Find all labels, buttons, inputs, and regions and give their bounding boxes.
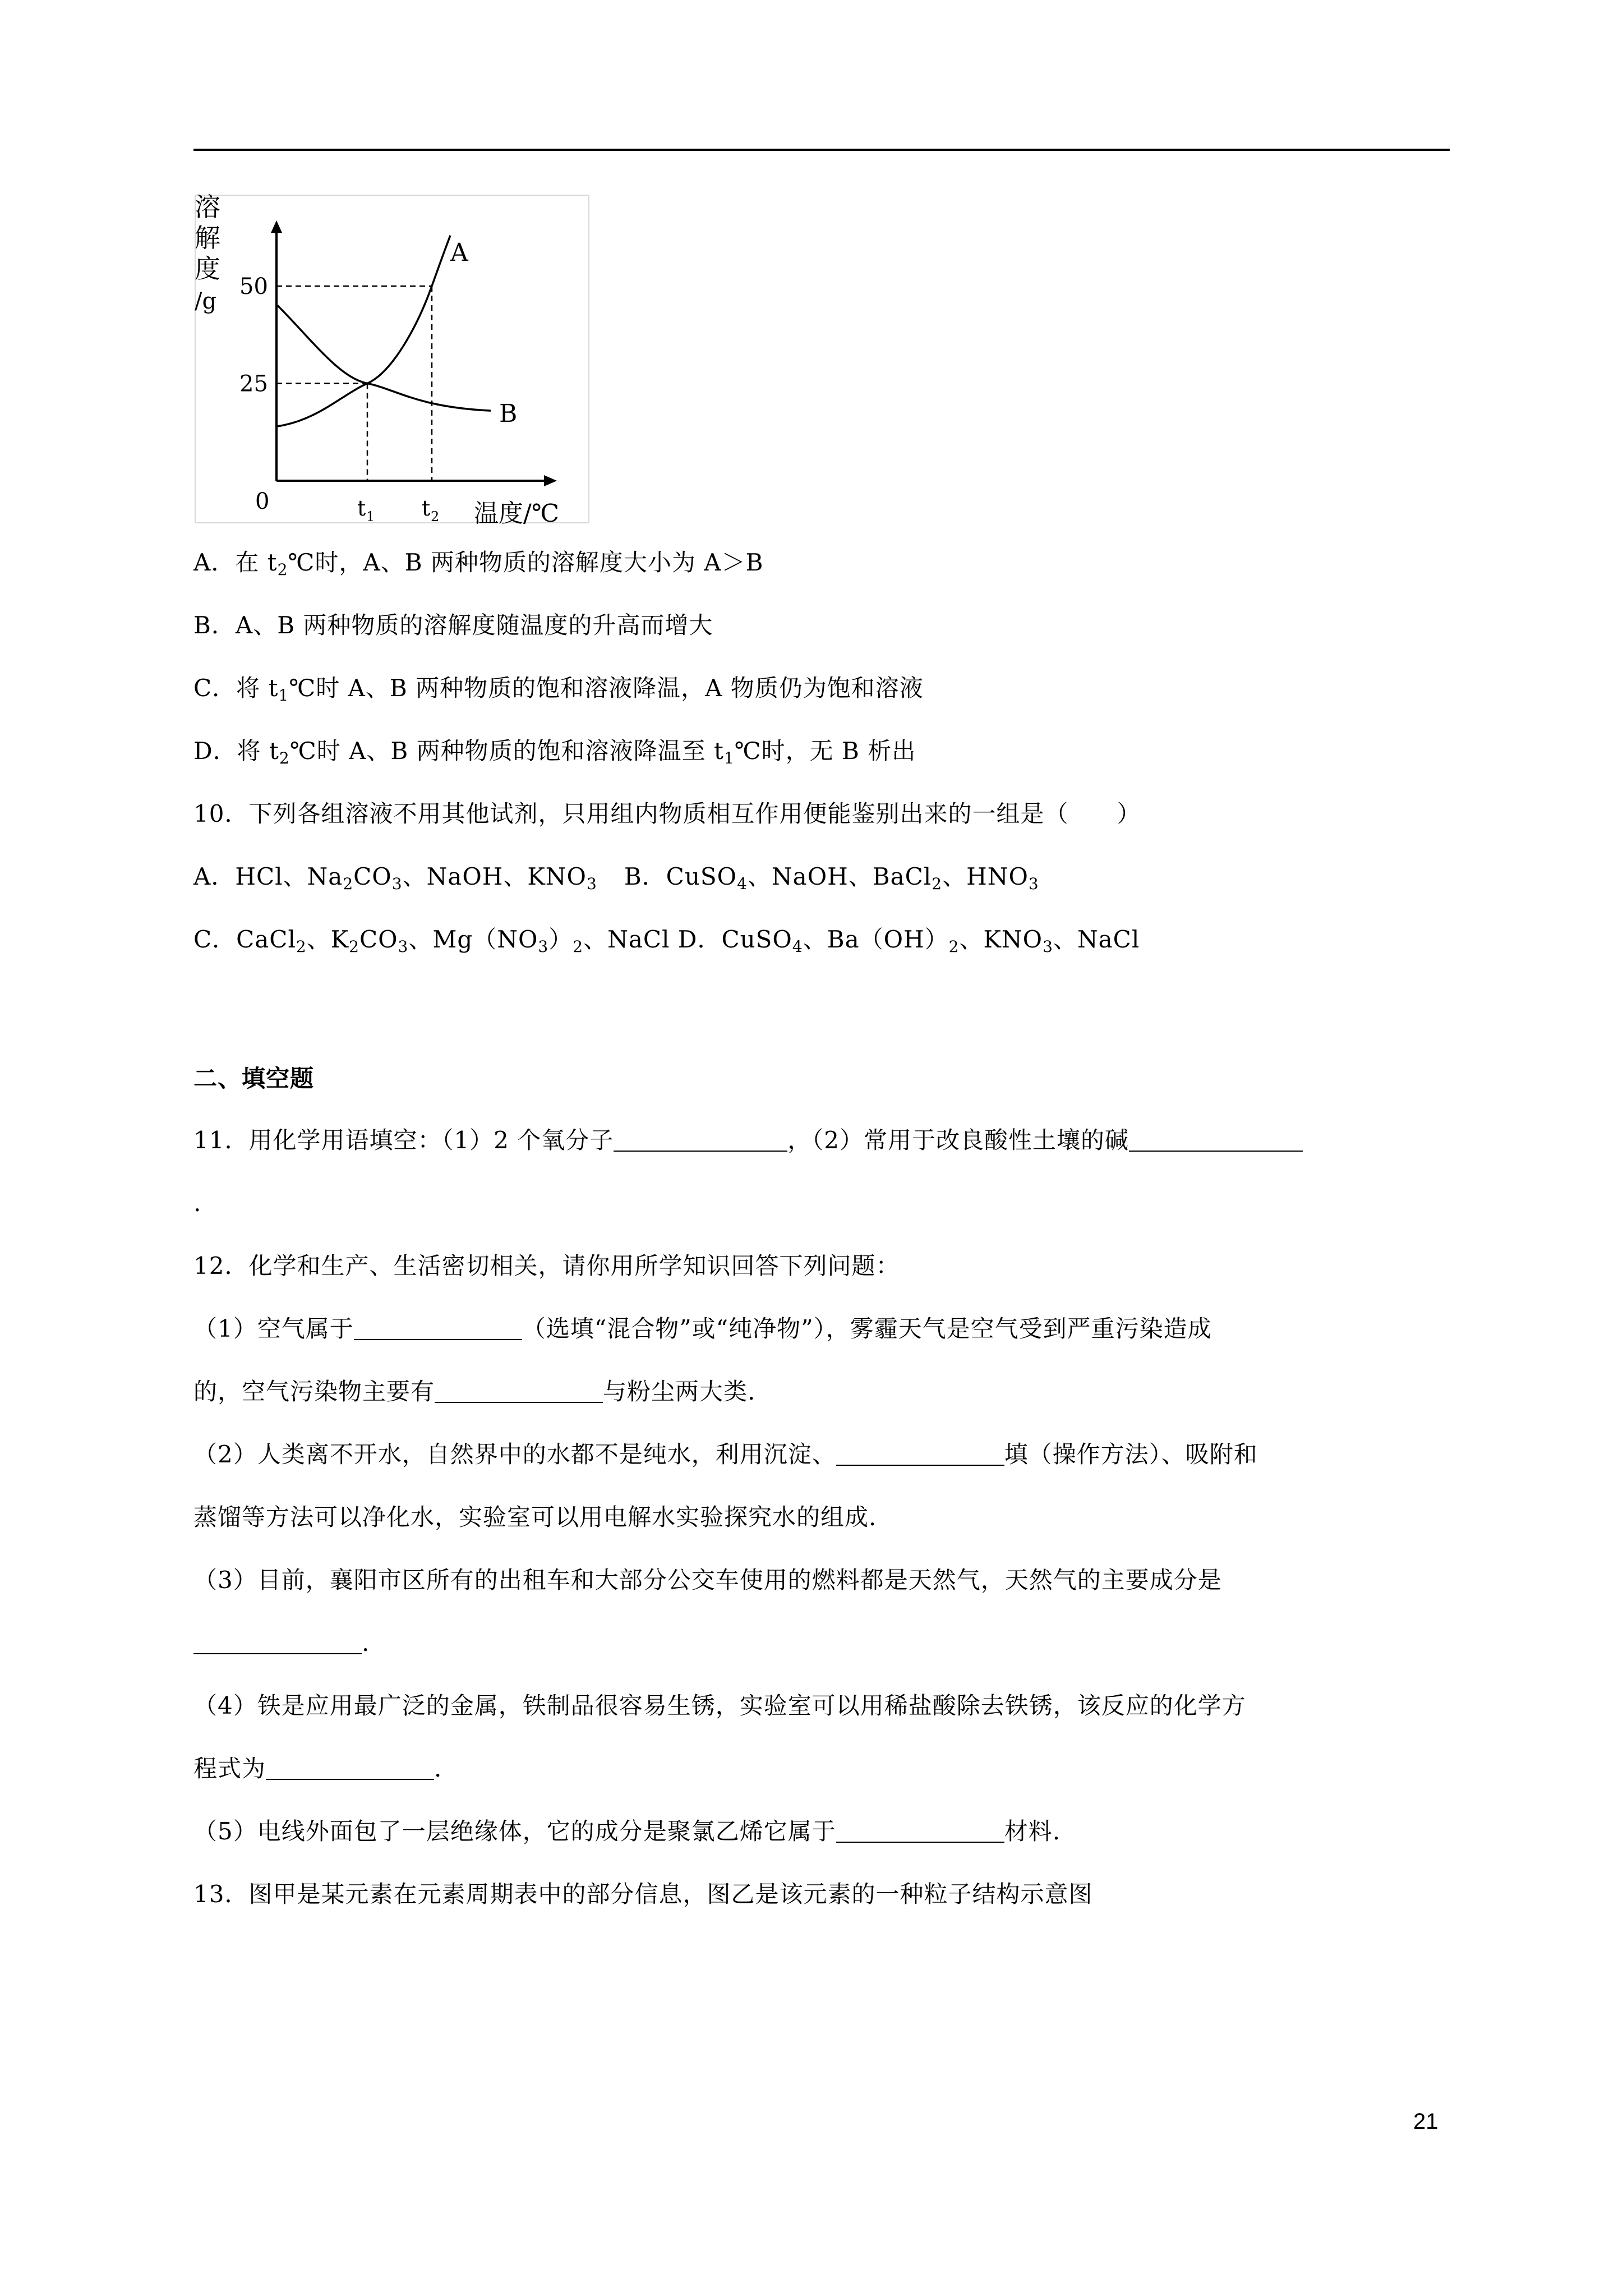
- y-axis-label: /g: [195, 288, 217, 314]
- question-11-end: .: [193, 1189, 202, 1217]
- question-12-part4-line1: （4）铁是应用最广泛的金属，铁制品很容易生锈，实验室可以用稀盐酸除去铁锈，该反应的化学方: [193, 1692, 1246, 1719]
- answer-blank: [266, 1756, 434, 1780]
- option-9d: D．将 $t_2℃$时 A、B 两种物质的饱和溶液降温至 $t_1℃$时，无 B 析出: [193, 737, 916, 767]
- option-9b: B．A、B 两种物质的溶解度随温度的升高而增大: [193, 611, 713, 639]
- x-axis-arrow: [544, 475, 557, 486]
- option-9a: A．在 $t_2℃$时，A、B 两种物质的溶解度大小为 A＞B: [193, 549, 764, 579]
- answer-blank: [1129, 1128, 1303, 1152]
- question-12-part1-line2: 的，空气污染物主要有 与粉尘两大类.: [193, 1378, 756, 1405]
- x-axis-label: 温度/℃: [474, 499, 560, 524]
- x-tick-subscript: 1: [366, 509, 375, 524]
- y-axis-label: 解: [195, 223, 220, 253]
- answer-blank: [836, 1442, 1004, 1466]
- answer-blank: [836, 1819, 1004, 1843]
- option-9c: C．将 $t_1℃$时 A、B 两种物质的饱和溶液降温，A 物质仍为饱和溶液: [193, 674, 924, 705]
- curve-b: [278, 306, 491, 411]
- question-10-stem: 10．下列各组溶液不用其他试剂，只用组内物质相互作用便能鉴别出来的一组是（ ）: [193, 800, 1141, 827]
- question-12-part1-line1: （1）空气属于 （选填“混合物”或“纯净物”），雾霾天气是空气受到严重污染造成: [193, 1315, 1212, 1342]
- answer-blank: [614, 1128, 787, 1152]
- y-axis-label: 溶: [195, 194, 220, 222]
- x-tick-label: t: [422, 496, 431, 521]
- page-number: 21: [1413, 2109, 1438, 2134]
- question-12-stem: 12．化学和生产、生活密切相关，请你用所学知识回答下列问题：: [193, 1252, 900, 1280]
- question-10-options-cd: C．CaCl$_2$、$K_2CO_3$、$Mg(NO_3)_2$、NaCl D．CuSO$_4$、$Ba(OH)_2$、$KNO_3$、NaCl: [193, 926, 1140, 956]
- question-12-part3-line2: .: [193, 1627, 370, 1659]
- solubility-chart-svg: [193, 194, 591, 524]
- origin-label: 0: [255, 489, 270, 514]
- answer-blank: [193, 1631, 362, 1654]
- answer-blank: [435, 1379, 603, 1403]
- y-axis-arrow: [271, 220, 282, 233]
- question-12-part2-line1: （2）人类离不开水，自然界中的水都不是纯水，利用沉淀、 填（操作方法）、吸附和: [193, 1441, 1258, 1468]
- question-12-part3-line1: （3）目前，襄阳市区所有的出租车和大部分公交车使用的燃料都是天然气，天然气的主要成分是: [193, 1566, 1222, 1594]
- series-label-b: B: [499, 399, 518, 429]
- question-12-part4-line2: 程式为 .: [193, 1755, 442, 1782]
- y-tick-label: 25: [239, 371, 268, 397]
- solubility-chart: [193, 194, 591, 524]
- x-tick-label: t: [357, 496, 366, 521]
- chart-frame: [195, 195, 589, 523]
- y-axis-label: 度: [195, 254, 220, 284]
- header-rule: [193, 149, 1450, 151]
- y-tick-label: 50: [239, 274, 268, 300]
- section-heading: 二、填空题: [193, 1065, 315, 1092]
- answer-blank: [354, 1317, 522, 1340]
- question-11: 11．用化学用语填空：（1）2 个氧分子 ，（2）常用于改良酸性土壤的碱: [193, 1125, 1303, 1156]
- question-12-part2-line2: 蒸馏等方法可以净化水，实验室可以用电解水实验探究水的组成.: [193, 1503, 877, 1531]
- curve-a: [278, 236, 450, 426]
- question-10-options-ab: A．HCl、$Na_2CO_3$、NaOH、$KNO_3$ B．CuSO$_4$、NaOH、BaCl$_2$、$HNO_3$: [193, 863, 1039, 893]
- x-tick-subscript: 2: [431, 509, 440, 524]
- question-13: 13．图甲是某元素在元素周期表中的部分信息，图乙是该元素的一种粒子结构示意图: [193, 1880, 1093, 1908]
- question-12-part5: （5）电线外面包了一层绝缘体，它的成分是聚氯乙烯它属于 材料.: [193, 1818, 1061, 1845]
- series-label-a: A: [450, 238, 468, 267]
